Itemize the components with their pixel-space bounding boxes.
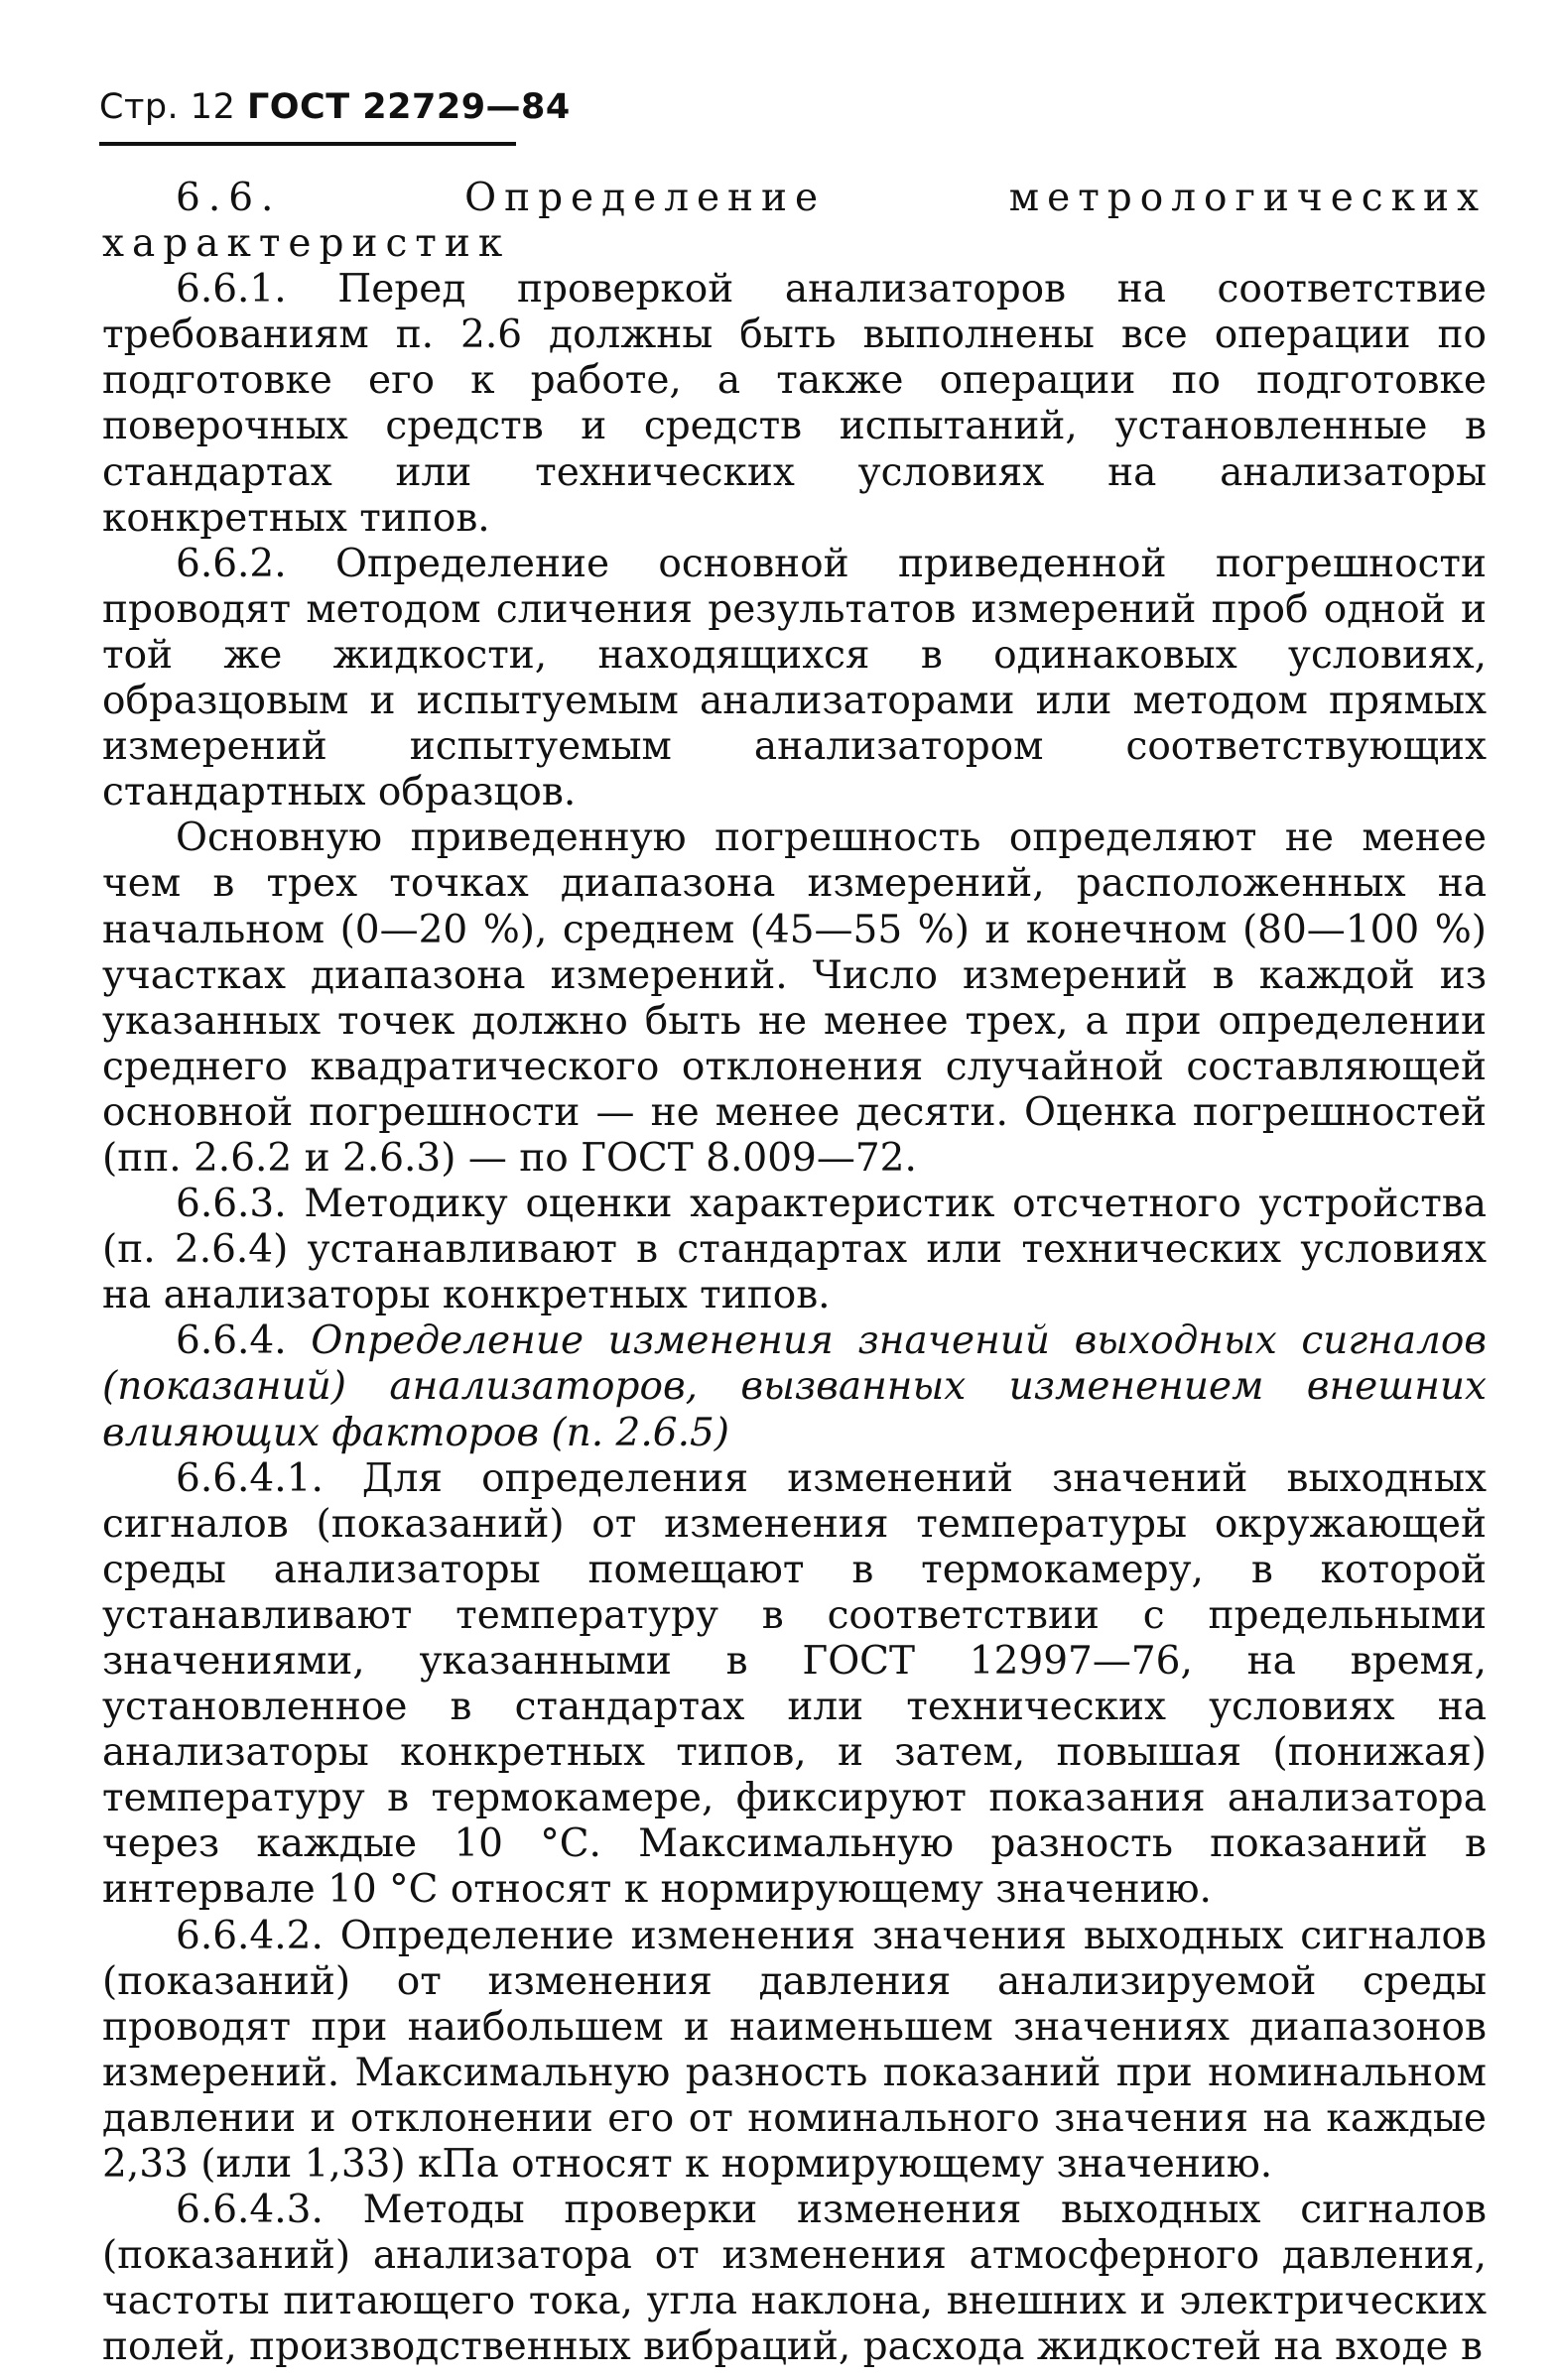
paragraph-6-6-4-1: 6.6.4.1. Для определения изменений значений выходных сигналов (показаний) от изменения температуры окружающей среды анализаторы помещают в термокамеру, в которой устанавливают температуру в соответствии с предельными значениями, указанными в ГОСТ 12997—76, на время, установленное в стандартах или технических условиях на анализаторы конкретных типов, и затем, повышая (понижая) температуру в термокамере, фиксируют показания анализатора через каждые 10 °С. Максимальную разность показаний в интервале 10 °С относят к нормирующему значению. [102,1455,1487,1913]
paragraph-6-6-4-3: 6.6.4.3. Методы проверки изменения выходных сигналов (показаний) анализатора от изменения атмосферного давления, частоты питающего тока, угла наклона, внешних и электрических полей, производственных вибраций, расхода жидкостей на входе в [102,2188,1487,2370]
subsection-heading-6-6-4 [102,1318,1487,1455]
page-number-label: Стр. 12 [99,87,236,127]
subsection-number: 6.6.4. [176,1318,287,1364]
standard-designation: ГОСТ 22729—84 [246,87,571,127]
section-heading-6-6: 6.6. Определение метрологических характеристик [102,176,1487,267]
subsection-title: Определение изменения значений выходных сигналов (показаний) анализаторов, вызванных изменением внешних влияющих факторов (п. 2.6.5) [102,1318,1487,1455]
paragraph-6-6-2-continuation: Основную приведенную погрешность определяют не менее чем в трех точках диапазона измерений, расположенных на начальном (0—20 %), среднем (45—55 %) и конечном (80—100 %) участках диапазона измерений. Число измерений в каждой из указанных точек должно быть не менее трех, а при определении среднего квадратического отклонения случайной составляющей основной погрешности — не менее десяти. Оценка погрешностей (пп. 2.6.2 и 2.6.3) — по ГОСТ 8.009—72. [102,815,1487,1181]
paragraph-6-6-3: 6.6.3. Методику оценки характеристик отсчетного устройства (п. 2.6.4) устанавливают в стандартах или технических условиях на анализаторы конкретных типов. [102,1182,1487,1318]
document-body [102,176,1487,2371]
paragraph-6-6-4-2: 6.6.4.2. Определение изменения значения выходных сигналов (показаний) от изменения давления анализируемой среды проводят при наибольшем и наименьшем значениях диапазонов измерений. Максимальную разность показаний при номинальном давлении и отклонении его от номинального значения на каждые 2,33 (или 1,33) кПа относят к нормирующему значению. [102,1913,1487,2188]
paragraph-6-6-1: 6.6.1. Перед проверкой анализаторов на соответствие требованиям п. 2.6 должны быть выполнены все операции по подготовке его к работе, а также операции по подготовке поверочных средств и средств испытаний, установленные в стандартах или технических условиях на анализаторы конкретных типов. [102,267,1487,541]
page-header [99,81,571,133]
paragraph-6-6-2: 6.6.2. Определение основной приведенной погрешности проводят методом сличения результатов измерений проб одной и той же жидкости, находящихся в одинаковых условиях, образцовым и испытуемым анализаторами или методом прямых измерений испытуемым анализатором соответствующих стандартных образцов. [102,541,1487,815]
header-divider [99,142,516,146]
